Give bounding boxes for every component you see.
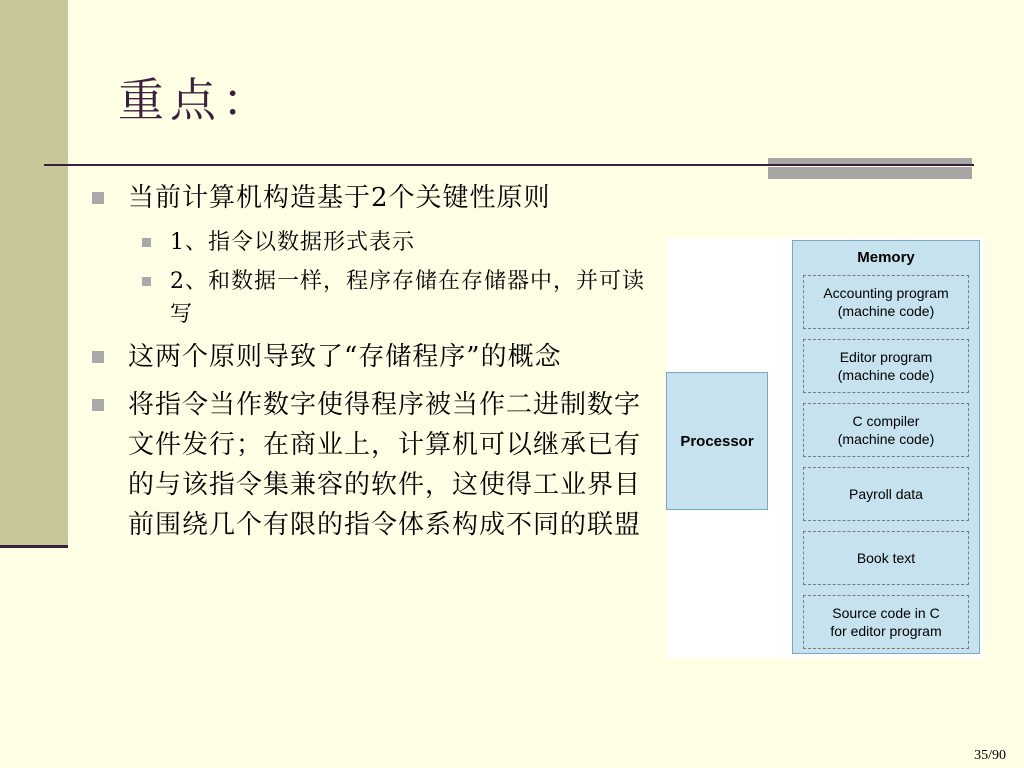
title-rule: [44, 164, 974, 166]
memory-item-line2: (machine code): [837, 367, 935, 383]
bullet-item: [88, 337, 658, 377]
memory-item: [803, 339, 969, 393]
sub-bullet-text: 1、指令以数据形式表示: [170, 230, 415, 255]
memory-item-line2: (machine code): [837, 431, 935, 447]
memory-item-line1: Book text: [856, 550, 916, 566]
sub-bullet-item: [88, 226, 658, 259]
bullet-square-icon: [92, 399, 104, 411]
memory-item-line1: Editor program: [839, 349, 933, 365]
page-number: 35/90: [974, 748, 1006, 763]
memory-item-line1: C compiler: [852, 413, 920, 429]
sub-bullet-text: 2、和数据一样，程序存储在存储器中，并可读写: [170, 269, 645, 327]
memory-item-line2: (machine code): [837, 303, 935, 319]
memory-box: [792, 240, 980, 654]
bullet-square-icon: [142, 277, 151, 286]
bullet-list: [88, 178, 658, 553]
sub-bullet-item: [88, 265, 658, 331]
bullet-item: [88, 178, 658, 218]
memory-item: [803, 595, 969, 649]
memory-label: Memory: [857, 249, 915, 266]
bullet-square-icon: [92, 351, 104, 363]
left-decor-bar: [0, 0, 68, 548]
memory-item-line1: Accounting program: [823, 285, 949, 301]
bullet-text: 将指令当作数字使得程序被当作二进制数字文件发行；在商业上，计算机可以继承已有的与该指令集兼容的软件，这使得工业界目前围绕几个有限的指令体系构成不同的联盟: [128, 390, 642, 540]
memory-item: [803, 275, 969, 329]
memory-item-line1: Source code in C: [832, 605, 940, 621]
memory-item-line1: Payroll data: [849, 486, 923, 502]
title-rule-accent-bottom: [768, 167, 972, 179]
memory-item-line2: for editor program: [830, 623, 942, 639]
slide-title: 重点：: [118, 73, 274, 127]
memory-item: [803, 467, 969, 521]
stored-program-diagram: [666, 238, 984, 658]
bullet-item: [88, 385, 658, 545]
bullet-square-icon: [92, 192, 104, 204]
bullet-square-icon: [142, 238, 151, 247]
bullet-text: 当前计算机构造基于2个关键性原则: [128, 183, 551, 213]
processor-box: [666, 372, 768, 510]
memory-item: [803, 403, 969, 457]
bullet-text: 这两个原则导致了“存储程序”的概念: [128, 342, 562, 372]
processor-label: Processor: [680, 432, 754, 450]
left-decor-line: [0, 545, 68, 548]
memory-item: [803, 531, 969, 585]
